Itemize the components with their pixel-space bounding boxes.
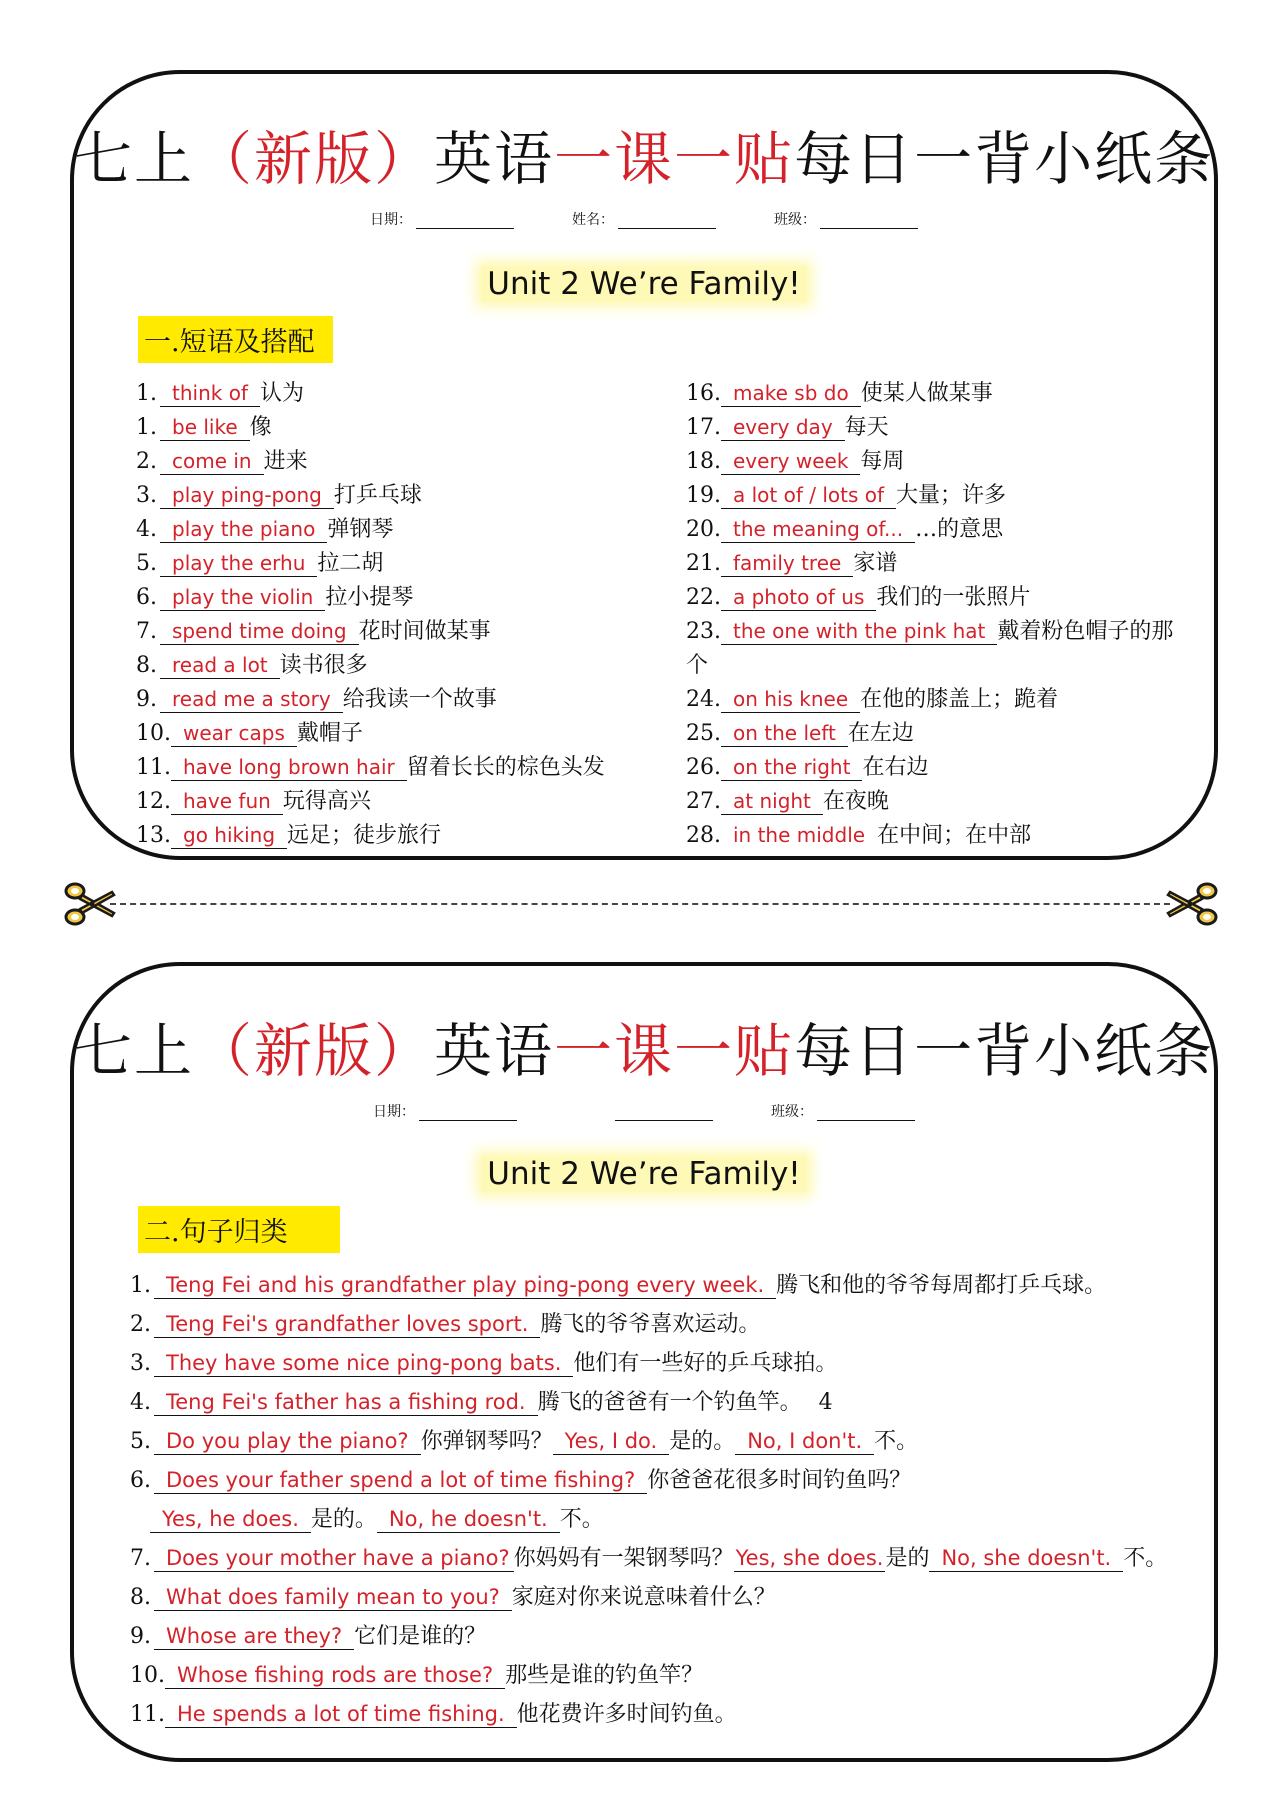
list-item [136, 411, 656, 445]
list-item [686, 445, 1186, 479]
class-field[interactable] [771, 1101, 915, 1121]
class-label: 班级： [774, 212, 816, 228]
item-number: 16. [686, 381, 721, 406]
list-item [136, 513, 656, 547]
item-meaning: 进来 [263, 449, 308, 474]
answer-blank: No, she doesn't. [929, 1545, 1123, 1572]
item-meaning: 在他的膝盖上；跪着 [860, 687, 1059, 712]
sentence-item [130, 1422, 1190, 1461]
answer-blank: make sb do [721, 380, 861, 407]
unit-heading [74, 1156, 1214, 1192]
list-item [136, 785, 656, 819]
item-number: 24. [686, 687, 721, 712]
sentence-item [130, 1383, 1190, 1422]
item-number: 22. [686, 585, 721, 610]
item-meaning: 是的。 [310, 1507, 377, 1532]
item-number: 8. [130, 1585, 151, 1610]
item-number: 17. [686, 415, 721, 440]
section-badge: 二.句子归类 [138, 1206, 340, 1253]
item-meaning: 戴帽子 [296, 721, 363, 746]
item-number: 19. [686, 483, 721, 508]
answer-blank: have long brown hair [171, 754, 407, 781]
name-field[interactable] [572, 209, 716, 229]
list-item [136, 377, 656, 411]
date-line[interactable] [416, 214, 514, 229]
item-number: 1. [136, 381, 157, 406]
unit-text: Unit 2 We’re Family! [481, 1156, 806, 1192]
sentence-item [130, 1305, 1190, 1344]
list-item [686, 751, 1186, 785]
answer-blank: come in [160, 448, 264, 475]
sentence-item [130, 1344, 1190, 1383]
answer-blank: Yes, she does. [735, 1546, 884, 1570]
answer-blank: He spends a lot of time fishing. [165, 1701, 517, 1728]
answer-blank: family tree [721, 550, 853, 577]
answer-blank: the meaning of... [721, 516, 915, 543]
item-meaning: 是的。 [669, 1429, 736, 1454]
item-meaning: 大量；许多 [896, 483, 1007, 508]
section-badge: 一.短语及搭配 [138, 316, 333, 363]
item-meaning: 腾飞和他的爷爷每周都打乒乓球。 [776, 1273, 1107, 1298]
item-number: 6. [130, 1468, 151, 1493]
answer-blank: Teng Fei and his grandfather play ping-pong every week. [154, 1272, 776, 1299]
answer-blank: on his knee [721, 686, 860, 713]
list-item [686, 785, 1186, 819]
answer-blank: on the right [721, 754, 862, 781]
list-item [686, 513, 1186, 547]
list-item [686, 717, 1186, 751]
class-line[interactable] [820, 214, 918, 229]
list-item [136, 445, 656, 479]
list-item [136, 547, 656, 581]
cut-line [110, 903, 1170, 905]
sentence-item [130, 1695, 1190, 1734]
item-number: 1. [130, 1273, 151, 1298]
sticky-note-card-1 [70, 70, 1218, 860]
sentence-item [130, 1656, 1190, 1695]
list-item [136, 581, 656, 615]
item-number: 11. [136, 755, 171, 780]
meta-fields [74, 1101, 1214, 1121]
date-label: 日期： [370, 212, 412, 228]
item-number: 6. [136, 585, 157, 610]
title-part: 英语 [434, 125, 555, 193]
item-meaning: 在中间；在中部 [877, 823, 1032, 848]
name-label: 姓名： [572, 212, 614, 228]
item-meaning: …的意思 [915, 517, 1004, 542]
item-meaning: 你妈妈有一架钢琴吗？ [513, 1546, 734, 1571]
list-item [686, 377, 1186, 411]
answer-blank: think of [160, 380, 260, 407]
answer-blank: the one with the pink hat [721, 618, 997, 645]
item-meaning: 那些是谁的钓鱼竿？ [505, 1663, 704, 1688]
title-part: （新版） [194, 125, 435, 193]
list-item [686, 479, 1186, 513]
sentence-item [130, 1461, 1190, 1500]
answer-blank: No, he doesn't. [377, 1506, 560, 1533]
sentence-item [130, 1578, 1190, 1617]
title-part: 英语 [434, 1017, 555, 1085]
class-field[interactable] [774, 209, 918, 229]
answer-blank: in the middle [733, 823, 866, 847]
item-number: 13. [136, 823, 171, 848]
answer-blank: Yes, he does. [150, 1506, 311, 1533]
item-meaning: 它们是谁的？ [354, 1624, 487, 1649]
title-part: （新版） [194, 1017, 435, 1085]
list-item [136, 479, 656, 513]
item-number: 25. [686, 721, 721, 746]
item-meaning: 他们有一些好的乒乓球拍。 [573, 1351, 838, 1376]
list-item [136, 819, 656, 853]
item-meaning: 认为 [259, 381, 304, 406]
item-meaning: 在夜晚 [822, 789, 889, 814]
item-meaning: 你爸爸花很多时间钓鱼吗？ [647, 1468, 912, 1493]
item-meaning: 腾飞的爷爷喜欢运动。 [540, 1312, 761, 1337]
answer-blank: Do you play the piano? [154, 1428, 421, 1455]
item-meaning: 腾飞的爸爸有一个钓鱼竿。 [537, 1390, 802, 1415]
item-meaning: 拉小提琴 [325, 585, 414, 610]
meta-fields [74, 209, 1214, 229]
item-meaning: 在左边 [847, 721, 914, 746]
answer-blank: No, I don't. [735, 1428, 874, 1455]
answer-blank: go hiking [171, 822, 287, 849]
item-meaning: 打乒乓球 [333, 483, 422, 508]
sentence-item-continued [130, 1500, 1190, 1539]
scissors-icon [1164, 880, 1220, 928]
item-number: 9. [136, 687, 157, 712]
card-title [74, 112, 1214, 196]
list-item [686, 615, 1186, 683]
item-number: 7. [136, 619, 157, 644]
answer-blank: a lot of / lots of [721, 482, 896, 509]
item-meaning: 不。 [1123, 1546, 1168, 1571]
answer-blank: every day [721, 414, 845, 441]
list-item [686, 683, 1186, 717]
item-number: 12. [136, 789, 171, 814]
list-item [686, 547, 1186, 581]
title-part: 一课一贴 [554, 1017, 795, 1085]
title-part: 每日一背小纸条 [794, 125, 1215, 193]
sentence-list [130, 1266, 1190, 1734]
item-number: 21. [686, 551, 721, 576]
answer-blank: Teng Fei's father has a fishing rod. [154, 1389, 538, 1416]
item-number: 9. [130, 1624, 151, 1649]
item-meaning: 使某人做某事 [860, 381, 993, 406]
title-part: 七上 [74, 1017, 195, 1085]
item-meaning: 在右边 [862, 755, 929, 780]
answer-blank: have fun [171, 788, 283, 815]
phrase-column-right [686, 377, 1186, 853]
name-field[interactable] [575, 1101, 713, 1121]
item-meaning: 家庭对你来说意味着什么？ [511, 1585, 776, 1610]
title-part: 每日一背小纸条 [794, 1017, 1215, 1085]
answer-blank: be like [160, 414, 250, 441]
date-line[interactable] [419, 1106, 517, 1121]
item-meaning: 玩得高兴 [282, 789, 371, 814]
item-number: 26. [686, 755, 721, 780]
item-meaning: 我们的一张照片 [876, 585, 1031, 610]
date-field[interactable] [373, 1101, 517, 1121]
item-number: 20. [686, 517, 721, 542]
list-item [686, 411, 1186, 445]
unit-text: Unit 2 We’re Family! [481, 266, 806, 302]
item-meaning: 你弹钢琴吗？ [420, 1429, 553, 1454]
item-number: 28. [686, 823, 721, 848]
item-number: 11. [130, 1702, 165, 1727]
list-item [136, 649, 656, 683]
answer-blank: read a lot [160, 652, 280, 679]
answer-blank: play the piano [160, 516, 327, 543]
item-number: 8. [136, 653, 157, 678]
name-line[interactable] [615, 1106, 713, 1121]
list-item [136, 615, 656, 649]
class-line[interactable] [817, 1106, 915, 1121]
answer-blank: Whose are they? [154, 1623, 354, 1650]
item-number: 18. [686, 449, 721, 474]
card-title [74, 1004, 1214, 1088]
phrase-column-left [136, 377, 656, 853]
answer-blank: play the erhu [160, 550, 317, 577]
item-number: 5. [136, 551, 157, 576]
item-meaning: 家谱 [853, 551, 898, 576]
answer-blank: They have some nice ping-pong bats. [154, 1350, 573, 1377]
item-number: 2. [136, 449, 157, 474]
item-meaning: 弹钢琴 [327, 517, 394, 542]
scissors-icon [62, 880, 118, 928]
name-line[interactable] [618, 214, 716, 229]
item-number: 10. [130, 1663, 165, 1688]
answer-blank: on the left [721, 720, 848, 747]
answer-blank: Yes, I do. [553, 1428, 670, 1455]
item-meaning: 读书很多 [279, 653, 368, 678]
title-part: 一课一贴 [554, 125, 795, 193]
item-number: 5. [130, 1429, 151, 1454]
answer-blank: play ping-pong [160, 482, 334, 509]
list-item [686, 581, 1186, 615]
item-meaning: 像 [249, 415, 272, 440]
sticky-note-card-2 [70, 962, 1218, 1762]
answer-blank: wear caps [171, 720, 297, 747]
sentence-item [130, 1539, 1190, 1578]
item-meaning: 给我读一个故事 [342, 687, 497, 712]
answer-blank: every week [721, 448, 860, 475]
item-meaning: 不。 [874, 1429, 919, 1454]
item-number: 4. [136, 517, 157, 542]
item-meaning: 不。 [559, 1507, 604, 1532]
item-meaning: 他花费许多时间钓鱼。 [516, 1702, 737, 1727]
answer-blank: play the violin [160, 584, 325, 611]
answer-blank: read me a story [160, 686, 343, 713]
class-label: 班级： [771, 1104, 813, 1120]
answer-blank: What does family mean to you? [154, 1584, 512, 1611]
item-number: 1. [136, 415, 157, 440]
answer-blank: Whose fishing rods are those? [165, 1662, 505, 1689]
item-number: 3. [130, 1351, 151, 1376]
answer-blank: at night [721, 788, 823, 815]
date-field[interactable] [370, 209, 514, 229]
list-item [136, 683, 656, 717]
date-label: 日期： [373, 1104, 415, 1120]
item-number: 4. [130, 1390, 151, 1415]
item-meaning: 戴着粉色帽子的那个 [686, 619, 1174, 678]
item-number: 27. [686, 789, 721, 814]
item-number: 3. [136, 483, 157, 508]
item-meaning: 是的 [885, 1546, 930, 1571]
item-meaning: 远足；徒步旅行 [287, 823, 442, 848]
sentence-item [130, 1266, 1190, 1305]
answer-blank: Does your father spend a lot of time fishing? [154, 1467, 647, 1494]
item-number: 23. [686, 619, 721, 644]
stray-number: 4 [818, 1390, 833, 1415]
sentence-item [130, 1617, 1190, 1656]
title-part: 七上 [74, 125, 195, 193]
item-meaning: 留着长长的棕色头发 [406, 755, 605, 780]
item-meaning: 每天 [844, 415, 889, 440]
answer-blank: spend time doing [160, 618, 359, 645]
answer-blank: Does your mother have a piano? [154, 1545, 514, 1572]
item-number: 7. [130, 1546, 151, 1571]
item-meaning: 拉二胡 [317, 551, 384, 576]
item-number: 10. [136, 721, 171, 746]
list-item [136, 717, 656, 751]
unit-heading [74, 266, 1214, 302]
item-meaning: 花时间做某事 [358, 619, 491, 644]
answer-blank: Teng Fei's grandfather loves sport. [154, 1311, 540, 1338]
answer-blank: a photo of us [721, 584, 876, 611]
list-item [686, 819, 1186, 853]
list-item [136, 751, 656, 785]
item-meaning: 每周 [860, 449, 905, 474]
item-number: 2. [130, 1312, 151, 1337]
